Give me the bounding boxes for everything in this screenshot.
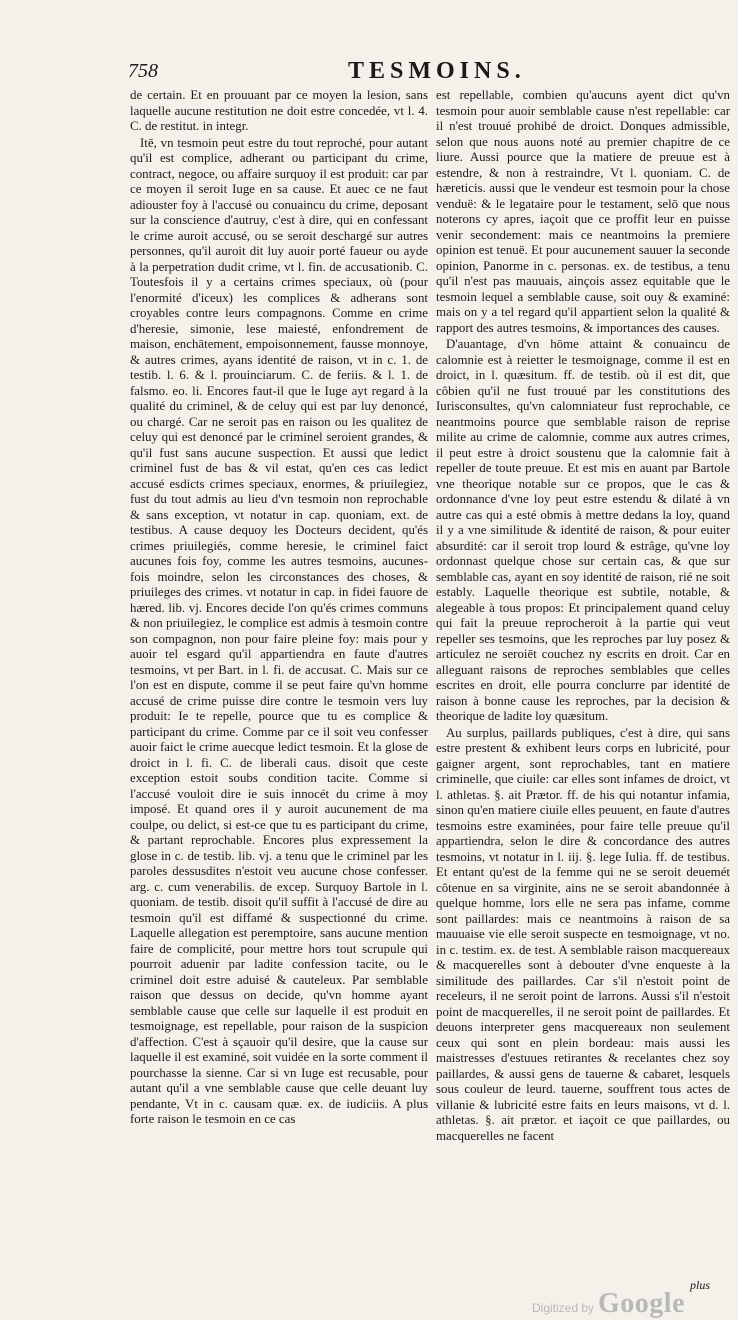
- right-column: [436, 88, 730, 1263]
- watermark-prefix: Digitized by: [532, 1301, 595, 1315]
- paragraph: de certain. Et en prouuant par ce moyen la lesion, sans laquelle aucune restitution ne doit estre concedée, vt l. 4. C. de restitut. in integr.: [130, 88, 428, 133]
- paragraph: D'auantage, d'vn hōme attaint & conuaincu de calomnie est à reietter le tesmoignage, comme il est en droict, in l. quæsitum. ff. de testib. où il est dit, que côbien qu'il ne fust trouué par les constitutions des Iurisconsultes, qu'vn calomniateur fust reprochable, ce neantmoins pource que semblable raison de reprise milite au crime de calomnie, comme aux autres crimes, il peut estre à droict soustenu que la calomnie fait à repeller de toute preuue. Et est mis en auant par Bartole vne theorique notable sur ce propos, que le cas & ordonnance d'vne loy peut estre estendu & dilaté à vn autre cas qui a esté obmis à mettre dedans la loy, quand il y a vne similitude & identité de raison, & pour euiter absurdité: car il seroit trop lourd & estrâge, qu'vne loy ordonnast quelque chose sur certain cas, & que sur semblable cas, ayant en soy identité de raison, rié ne soit estably. Laquelle theorique est subtile, notable, & alegeable à tous propos: Et principalement quand celuy qui fait la preuue reprocheroit à la partie qui veut repeller ses tesmoins, que les reproches par luy posez & articulez ne seroiēt couchez ny escrits en droit. Car en alleguant raisons de reproches semblables que celles escrites en droit, elle pourra conclurre par identité de raison à bonne cause les reproches, par la decision & theorique de ladite loy quæsitum.: [436, 337, 730, 723]
- google-logo: Google: [598, 1288, 686, 1319]
- paragraph: Au surplus, paillards publiques, c'est à dire, qui sans estre prestent & exhibent leurs corps en lubricité, pour gaigner argent, sont reprochables, tant en matiere criminelle, que ciuile: car elles sont infames de droict, vt l. athletas. §. ait Prætor. ff. de his qui notantur infamia, sinon qu'en matiere ciuile elles peuuent, en faute d'autres tesmoins estre examinées, pour faire telle preuue qu'il appartiendra, selon le dire & concordance des autres tesmoins, vt notatur in l. iij. §. lege Iulia. ff. de testibus. Et entant qu'est de la femme qui ne se seroit deuemét côtenue en sa virginite, ains ne se seroit abandonnée à quelque homme, lors elle ne sera pas infame, comme sont paillardes: mais ce neantmoins à raison de sa mauuaise vie elle seroit suspecte en tesmoignage, vt no. in c. testim. ex. de test. A semblable raison macquereaux & macquerelles sont à debouter d'vne enqueste à la similitude des paillardes. Car s'il n'estoit point de receleurs, il ne seroit point de larrons. Aussi s'il n'estoit point de macquerelles, il ne seroit point de paillardes. Et deuons interpreter gens macquereaux non seulement ceux qui sont en plein bordeau: mais aussi les maistresses d'estuues retirantes & recelantes chez soy paillardes, & aussi gens de tauerne & cabaret, lesquels sous couleur de leurd. tauerne, souffrent tous actes de villanie & lubricité estre faits en leurs maisons, vt d. l. athletas. §. ait prætor. et iaçoit ce que paillardes, ou macquerelles ne facent: [436, 725, 730, 1143]
- digitized-watermark: [532, 1288, 685, 1320]
- paragraph: est repellable, combien qu'aucuns ayent dict qu'vn tesmoin pour auoir semblable cause n'est repellable: car il n'est trouué prohibé de droict. Donques admissible, selon que nous auons noté au premier chapitre de ce liure. Aussi pource que la matiere de preuue est à estendre, & non à restraindre, Vt l. quoniam. C. de hæreticis. aussi que le vendeur est tesmoin pour la chose venduë: & le legataire pour le testament, selō que nous noterons cy apres, iaçoit que ce proffit leur en puisse venir secondement: mais ce neantmoins la premiere opinion est tenuë. Et pour aucunement sauuer la seconde opinion, Panorme in c. personas. ex. de testibus, a tenu qu'il n'est pas mauuais, ainçois assez equitable que le tesmoin lequel a semblable cause, soit ouy & examiné: mais on y a tel regard qu'il appartient selon la qualité & rapport des autres tesmoins, & importances des causes.: [436, 88, 730, 335]
- paragraph: Itē, vn tesmoin peut estre du tout reproché, pour autant qu'il est complice, adherant ou participant du crime, contract, negoce, ou affaire surquoy il est produit: car par ce moyen il seroit Iuge en sa cause. Et auec ce ne faut adiouster foy à l'accusé ou conuaincu du crime, deposant sur la conscience d'autruy, c'est à dire, qui en confessant le crime auroit accusé, ou se seroit deschargé sur autres personnes, qu'il auroit dit luy auoir porté faueur ou ayde à la perpetration dudit crime, vt l. fin. de accusationib. C. Toutesfois il y a certains crimes speciaux, où (pour l'enormité d'iceux) les complices & adherans sont croyables contre leurs compagnons. Comme en crime d'heresie, simonie, lese maiesté, enfondrement de maison, enchātement, empoisonnement, fausse monnoye, & autres crimes, ayans identité de raison, vt in c. 1. de testib. l. 6. & l. prouinciarum. C. de feriis. & l. 1. de falsmo. eo. li. Encores faut-il que le Iuge ayt regard à la qualité du criminel, & de celuy qui est par luy denoncé, ou chargé. Car ne seroit pas en raison ou les qualitez de celuy qui est denoncé par le criminel seroient grandes, & qu'il fust sans aucune suspection. Et aussi que ledict criminel fust de bas & vil estat, qu'en ces cas ledict accusé esdicts crimes speciaux, enormes, & priuilegiez, fust du tout admis au lieu d'vn tesmoin non reprochable & sans exception, vt notatur in cap. quoniam, ext. de testibus. A cause dequoy les Docteurs decident, qu'és crimes priuilegiés, comme heresie, le criminel faict aucunes fois foy, comme les autres tesmoins, aucunes-fois moindre, selon les circonstances des choses, & priuileges des crimes. vt notatur in cap. in fidei fauore de hæred. lib. vj. Encores decide l'on qu'és crimes communs & non priuilegiez, le complice est admis à tesmoin contre son compagnon, non pour faire pleine foy: mais pour y auoir tel esgard qu'il appartiendra en faute d'autres tesmoins, vt per Bart. in l. fi. de accusat. C. Mais sur ce l'on est en dispute, comme il se peut faire qu'vn homme accusé de crime puisse dire contre le tesmoin vers luy produit: Ie te repelle, pource que tu es complice & participant du crime. Comme par ce il soit veu confesser auoir faict le crime auecque ledict tesmoin. Et la glose de droict in l. fi. C. de liberali caus. disoit que ceste exception estoit soubs condition tacite. Comme si l'accusé vouloit dire ie suis innocét du crime à moy imposé. Et quand ores il y auroit aucunement de ma coulpe, ou delict, si est-ce que tu es participant du crime, & partant reprochable. Encores plus expressement la glose in c. de testib. lib. vj. a tenu que le criminel par les paroles dessusdites n'estoit veu aucune chose confesser. arg. c. cum venerabilis. de excep. Surquoy Bartole in l. quoniam. de testib. disoit qu'il suffit à l'accusé de dire au tesmoin qu'il est diffamé & suspectionné du crime. Laquelle allegation est peremptoire, sans aucune mention faire de complicité, pour mettre hors tout scrupule qui pourroit aduenir par ladite confession tacite, ou le criminel doit estre aduisé & cauteleux. Par semblable raison que dessus on decide, qu'vn homme ayant semblable cause que celle sur laquelle il est produit en tesmoignage, est repellable, pour raison de la suspicion d'affection. C'est à sçauoir qu'il desire, que la cause sur laquelle il est examiné, soit vuidée en la sorte comment il pourchasse la sienne. Car si vn Iuge est recusable, pour autant qu'il a vne semblable cause que celle deuant luy pendante, Vt in c. causam quæ. ex. de iudiciis. A plus forte raison le tesmoin en ce cas: [130, 135, 428, 1126]
- page-number: 758: [128, 60, 158, 82]
- page-header: [128, 58, 728, 92]
- catchword: plus: [690, 1278, 711, 1292]
- left-column: [130, 88, 428, 1263]
- running-title: TESMOINS.: [348, 58, 526, 84]
